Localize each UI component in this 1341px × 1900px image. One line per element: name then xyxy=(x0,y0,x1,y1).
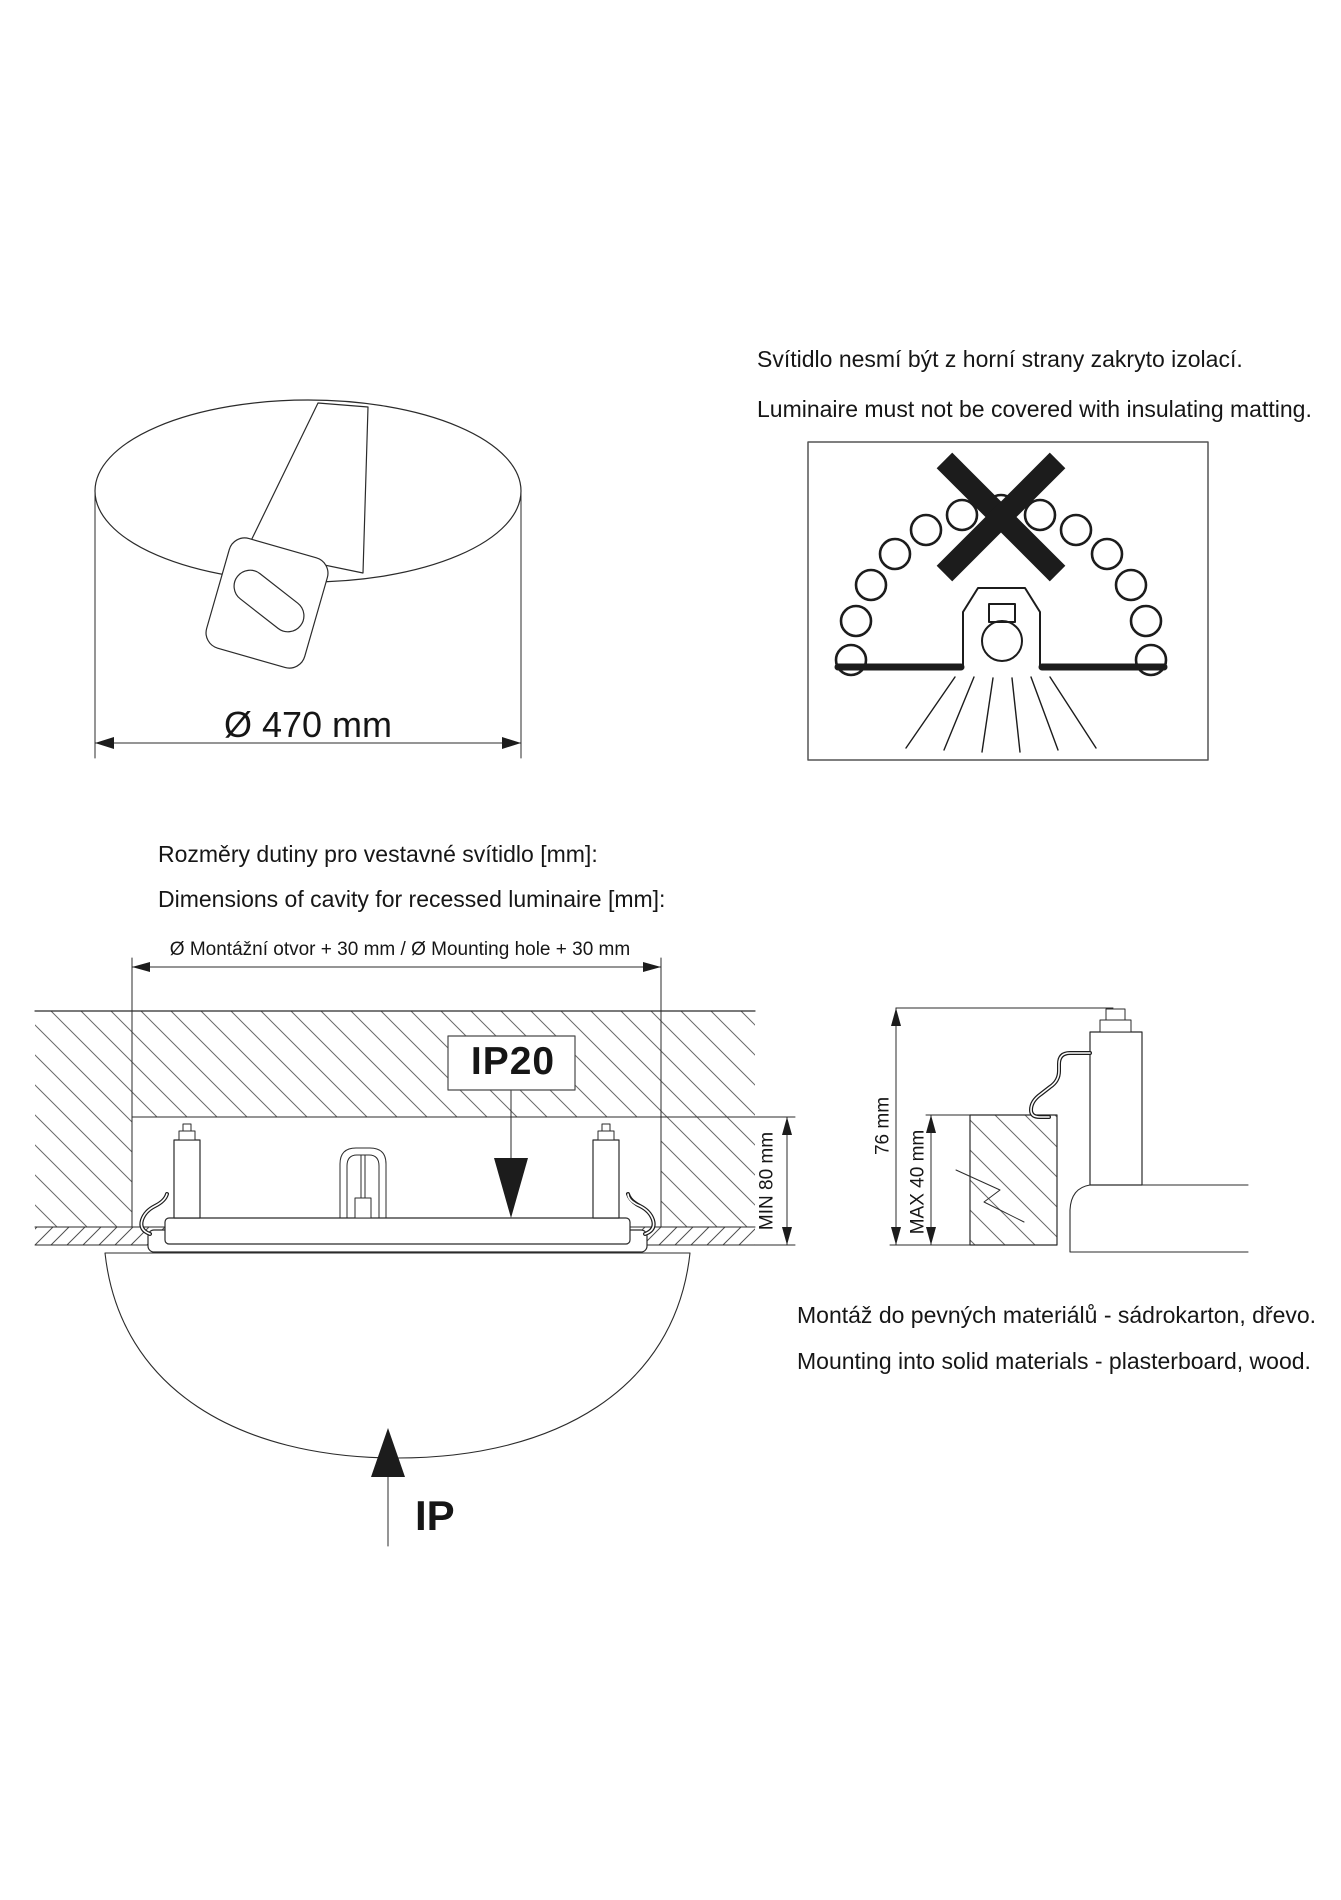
detail-clamp-clip xyxy=(1031,1053,1090,1117)
insulation-warning-text-en: Luminaire must not be covered with insulating matting. xyxy=(757,396,1312,422)
ip20-arrow xyxy=(494,1158,528,1218)
mounting-hole-dimension-label: Ø Montážní otvor + 30 mm / Ø Mounting hole + 30 mm xyxy=(169,939,631,960)
cavity-heading-cs: Rozměry dutiny pro vestavné svítidlo [mm]: xyxy=(158,841,598,867)
dim-arrow-left xyxy=(95,737,114,749)
insulation-warning-text-cs: Svítidlo nesmí být z horní strany zakryto izolací. xyxy=(757,346,1243,372)
min-depth-dimension xyxy=(782,1117,792,1245)
mounting-post-right xyxy=(593,1124,619,1218)
light-rays xyxy=(906,677,1096,752)
mounting-board xyxy=(970,1115,1057,1245)
ip20-badge-label: IP20 xyxy=(470,1040,556,1083)
max-thickness-label: MAX 40 mm xyxy=(907,1129,929,1235)
center-bracket xyxy=(340,1148,386,1218)
mounting-note-cs: Montáž do pevných materiálů - sádrokarton, dřevo. xyxy=(797,1302,1317,1328)
ip-arrow-label: IP xyxy=(415,1492,455,1539)
detail-post xyxy=(1090,1009,1142,1185)
detail-luminaire-rim xyxy=(1070,1185,1248,1252)
cavity-heading-en: Dimensions of cavity for recessed luminaire [mm]: xyxy=(158,886,666,912)
ceiling-material-hatch xyxy=(35,1011,755,1227)
mounting-post-left xyxy=(174,1124,200,1218)
prohibition-x-mark xyxy=(937,453,1066,582)
mounting-note-en: Mounting into solid materials - plasterboard, wood. xyxy=(797,1348,1311,1374)
luminaire-dome xyxy=(105,1253,690,1458)
side-mount-diagram xyxy=(890,1008,1248,1252)
luminaire-tray xyxy=(165,1218,630,1244)
cavity-cross-section xyxy=(35,958,795,1546)
diameter-dimension-label: Ø 470 mm xyxy=(223,704,393,745)
dim-arrow-right xyxy=(502,737,521,749)
insulation-warning-pictogram xyxy=(808,442,1208,760)
min-depth-label: MIN 80 mm xyxy=(756,1131,778,1231)
lamp-housing xyxy=(963,588,1040,666)
height-76mm-label: 76 mm xyxy=(872,1096,894,1156)
